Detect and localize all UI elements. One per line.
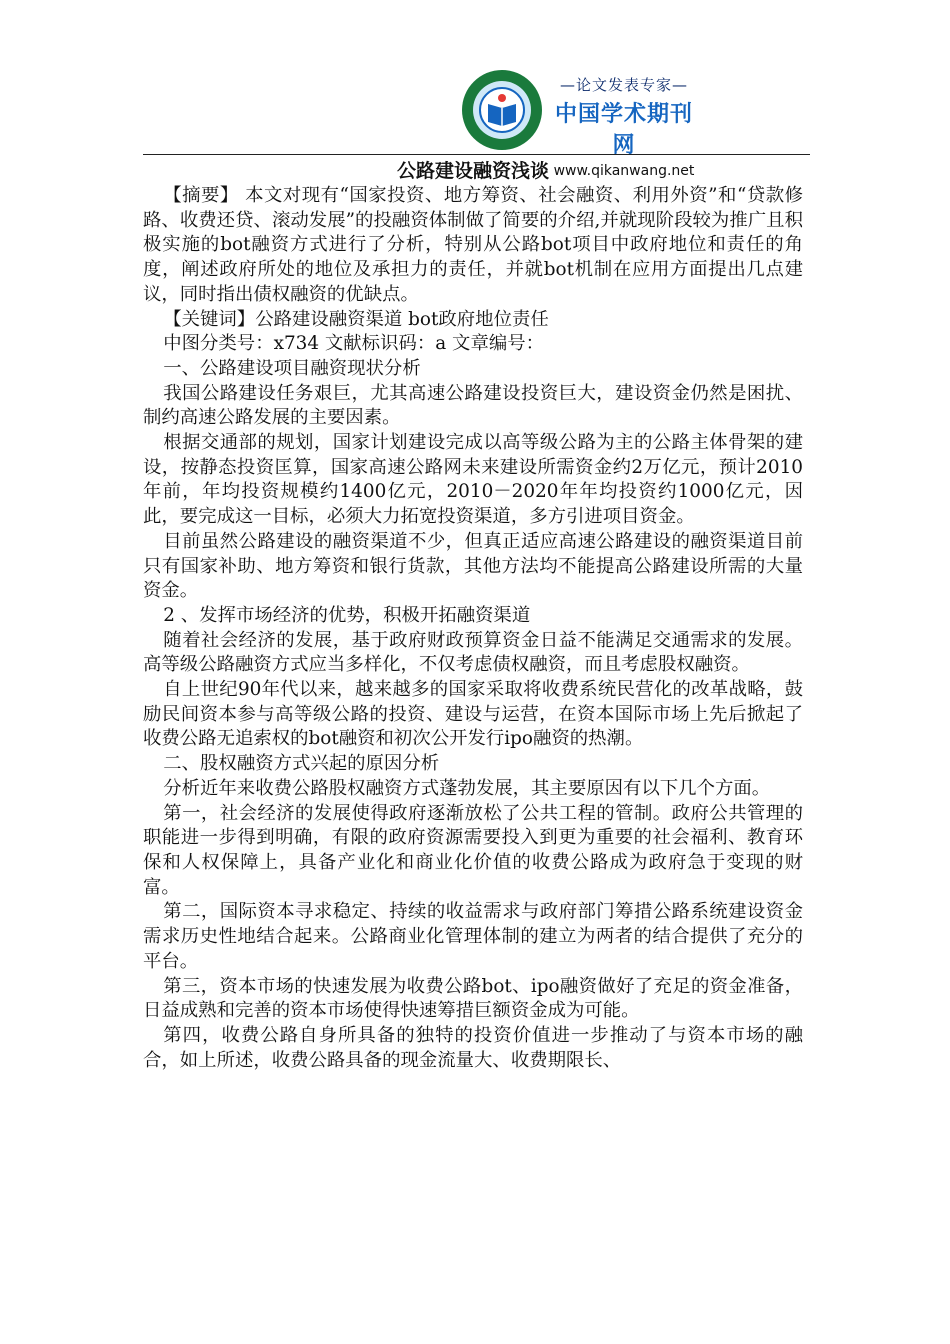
keywords-paragraph: 【关键词】公路建设融资渠道 bot政府地位责任 (163, 308, 549, 330)
classification-paragraph: 中图分类号：x734 文献标识码：a 文章编号： (163, 333, 545, 355)
header-divider (143, 154, 810, 155)
article-body (143, 158, 803, 1073)
body-paragraph: 第二，国际资本寻求稳定、持续的收益需求与政府部门筹措公路系统建设资金需求历史性地结合起来。公路商业化管理体制的建立为两者的结合提供了充分的平台。 (143, 901, 803, 972)
brand-slogan: —论文发表专家— (559, 76, 688, 94)
body-paragraph: 根据交通部的规划，国家计划建设完成以高等级公路为主的公路主体骨架的建设，按静态投资匡算，国家高速公路网未来建设所需资金约2万亿元，预计2010年前，年均投资规模约1400亿元，2010－2020年年均投资约1000亿元，因此，要完成这一目标，必须大力拓宽投资渠道，多方引进项目资金。 (143, 432, 803, 528)
brand-name: 中国学术期刊网 (554, 102, 693, 158)
site-logo-seal-icon (460, 68, 544, 152)
abstract-paragraph: 【摘要】 本文对现有“国家投资、地方筹资、社会融资、利用外资”和“贷款修路、收费还贷、滚动发展”的投融资体制做了简要的介绍,并就现阶段较为推广且积极实施的bot融资方式进行了分析，特别从公路bot项目中政府地位和责任的角度，阐述政府所处的地位及承担力的责任，并就bot机制在应用方面提出几点建议，同时指出债权融资的优缺点。 (143, 185, 803, 305)
section-heading: 2 、发挥市场经济的优势，积极开拓融资渠道 (163, 604, 531, 626)
section-heading: 二、股权融资方式兴起的原因分析 (163, 753, 440, 775)
site-url[interactable]: www.qikanwang.net (553, 163, 695, 179)
section-heading: 一、公路建设项目融资现状分析 (163, 357, 421, 379)
body-paragraph: 分析近年来收费公路股权融资方式蓬勃发展，其主要原因有以下几个方面。 (163, 777, 771, 799)
body-paragraph: 我国公路建设任务艰巨，尤其高速公路建设投资巨大，建设资金仍然是困扰、制约高速公路发展的主要因素。 (143, 382, 803, 429)
body-paragraph: 自上世纪90年代以来，越来越多的国家采取将收费系统民营化的改革战略，鼓励民间资本参与高等级公路的投资、建设与运营，在资本国际市场上先后掀起了收费公路无追索权的bot融资和初次公开发行ipo融资的热潮。 (143, 679, 803, 750)
body-paragraph: 第四，收费公路自身所具备的独特的投资价值进一步推动了与资本市场的融合，如上所述，收费公路具备的现金流量大、收费期限长、 (143, 1024, 803, 1071)
article-title: 公路建设融资浅谈 (396, 160, 549, 182)
body-paragraph: 第三，资本市场的快速发展为收费公路bot、ipo融资做好了充足的资金准备，日益成熟和完善的资本市场使得快速筹措巨额资金成为可能。 (143, 975, 803, 1022)
body-paragraph: 目前虽然公路建设的融资渠道不少，但真正适应高速公路建设的融资渠道目前只有国家补助、地方筹资和银行货款，其他方法均不能提高公路建设所需的大量资金。 (143, 530, 803, 602)
body-paragraph: 第一，社会经济的发展使得政府逐渐放松了公共工程的管制。政府公共管理的职能进一步得到明确，有限的政府资源需要投入到更为重要的社会福利、教育环保和人权保障上，具备产业化和商业化价值的收费公路成为政府急于变现的财富。 (143, 802, 803, 898)
body-paragraph: 随着社会经济的发展，基于政府财政预算资金日益不能满足交通需求的发展。高等级公路融资方式应当多样化，不仅考虑债权融资，而且考虑股权融资。 (143, 629, 803, 676)
